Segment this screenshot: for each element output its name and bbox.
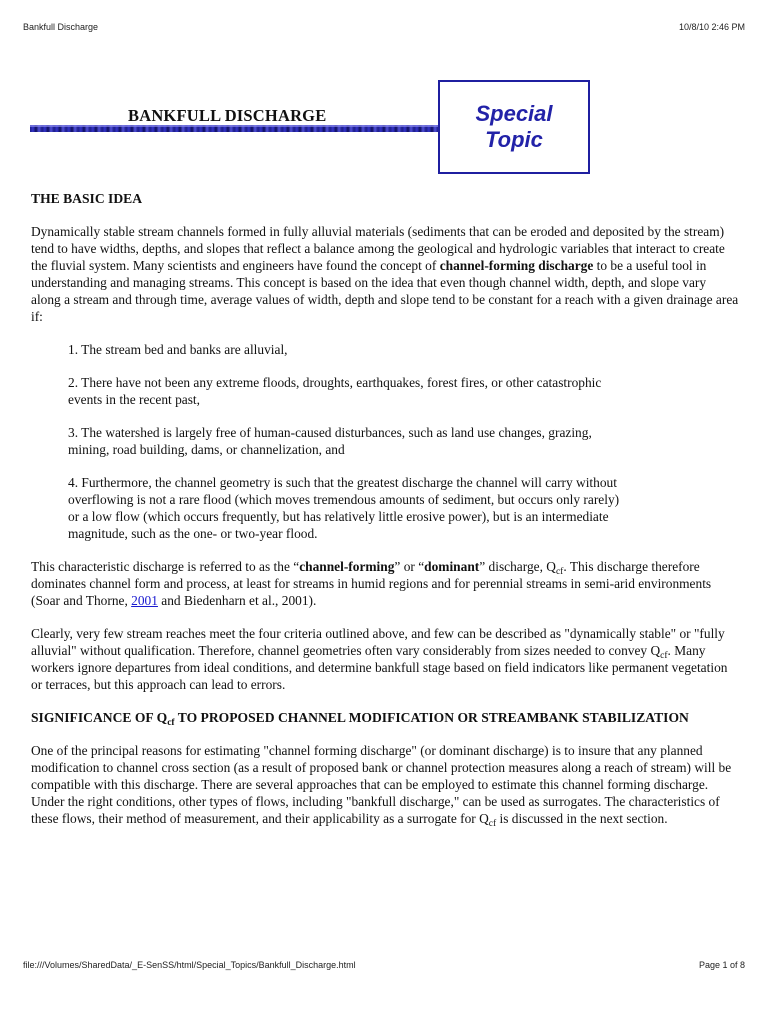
citation-link-2001[interactable]: 2001 <box>131 593 158 608</box>
clearly-paragraph <box>31 625 739 693</box>
char-text-5: and Biedenharn et al., 2001). <box>157 593 317 608</box>
criteria-item-3: 3. The watershed is largely free of human-caused disturbances, such as land use changes, grazing, mining, road building, dams, or channelization, and <box>68 425 592 457</box>
clearly-text-2: . Many workers ignore departures from ideal conditions, and determine bankfull stage based on field indicators like permanent vegetation or terraces, but this approach can lead to errors. <box>31 643 728 692</box>
sig-text-2: is discussed in the next section. <box>496 811 668 826</box>
page-title: BANKFULL DISCHARGE <box>128 106 327 125</box>
browser-print-title: Bankfull Discharge <box>23 22 99 32</box>
char-bold-dominant: dominant <box>424 559 480 574</box>
sig-heading-subscript: cf <box>167 718 175 728</box>
char-text-2: ” or “ <box>394 559 425 574</box>
criteria-item-2: 2. There have not been any extreme floods, droughts, earthquakes, forest fires, or other catastrophic events in the recent past, <box>68 375 602 407</box>
badge-line-2: Topic <box>485 127 543 152</box>
badge-line-1: Special <box>475 101 553 126</box>
char-text-3: ” discharge, Q <box>479 559 556 574</box>
sig-text-1: One of the principal reasons for estimating "channel forming discharge" (or dominant discharge) is to insure that any planned modification to channel cross section (as a result of proposed bank or channel protection measures along a reach of stream) will be compatible with this discharge. There are several approaches that can be employed to estimate this channel forming discharge. Under the right conditions, other types of flows, including "bankfull discharge," can be used as surrogates. The characteristics of these flows, their method of measurement, and their applicability as a surrogate for Q <box>31 743 732 826</box>
title-banner <box>30 80 735 180</box>
intro-paragraph <box>31 223 739 325</box>
special-topic-badge <box>438 80 590 174</box>
characteristic-discharge-paragraph <box>31 558 739 609</box>
section-heading-significance <box>31 709 739 726</box>
clearly-subscript: cf <box>660 651 668 661</box>
clearly-text-1: Clearly, very few stream reaches meet the four criteria outlined above, and few can be described as "dynamically stable" or "fully alluvial" without qualification. Therefore, channel geometries often vary considerably from sizes needed to convey Q <box>31 626 725 658</box>
sig-subscript: cf <box>488 819 497 829</box>
criteria-item-1: 1. The stream bed and banks are alluvial, <box>68 342 288 357</box>
browser-print-url: file:///Volumes/SharedData/_E-SenSS/html/Special_Topics/Bankfull_Discharge.html <box>23 960 356 970</box>
significance-paragraph <box>31 742 739 827</box>
sig-heading-text-1: SIGNIFICANCE OF Q <box>31 710 168 725</box>
char-bold-channel-forming: channel-forming <box>299 559 395 574</box>
sig-heading-text-2: TO PROPOSED CHANNEL MODIFICATION OR STREAMBANK STABILIZATION <box>174 710 689 725</box>
intro-bold-term: channel-forming discharge <box>439 258 594 273</box>
browser-print-page-number: Page 1 of 8 <box>698 960 745 970</box>
intro-text-2: to be a useful tool in understanding and managing streams. This concept is based on the idea that even though channel width, depth, and slope vary along a stream and through time, average values of width, depth and slope tend to be constant for a reach with a given drainage area if: <box>31 258 739 324</box>
article-body <box>31 190 739 843</box>
char-text-1: This characteristic discharge is referred to as the “ <box>31 559 300 574</box>
char-text-4: . This discharge therefore dominates channel form and process, at least for streams in humid regions and for perennial streams in semi-arid environments (Soar and Thorne, <box>31 559 712 608</box>
browser-print-datetime: 10/8/10 2:46 PM <box>678 22 745 32</box>
char-subscript: cf <box>555 567 564 577</box>
criteria-item-4: 4. Furthermore, the channel geometry is such that the greatest discharge the channel will carry without overflowing is not a rare flood (which moves tremendous amounts of sediment, but occurs only rarely) or a low flow (which occurs frequently, but has relatively little erosive power), but is an intermediate magnitude, such as the one- or two-year flood. <box>68 475 620 541</box>
intro-text-1: Dynamically stable stream channels formed in fully alluvial materials (sediments that can be eroded and deposited by the stream) tend to have widths, depths, and slopes that reflect a balance among the geological and hydrologic variables that interact to create the fluvial system. Many scientists and engineers have found the concept of <box>31 224 725 273</box>
section-heading-basic-idea: THE BASIC IDEA <box>31 191 143 206</box>
